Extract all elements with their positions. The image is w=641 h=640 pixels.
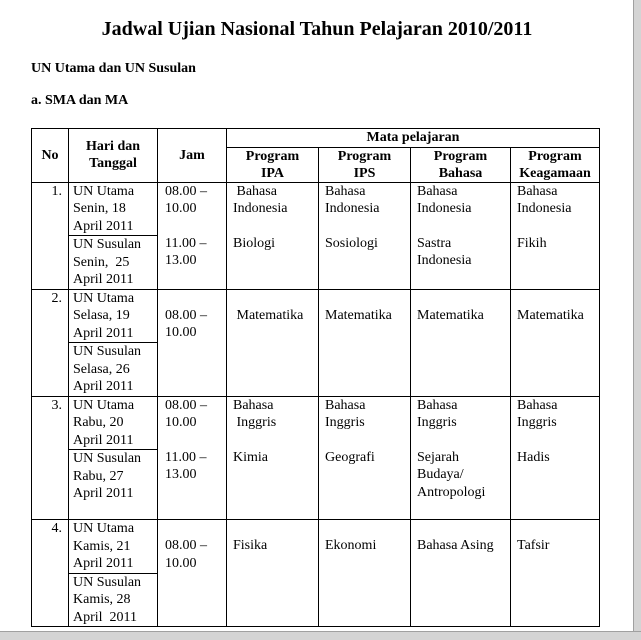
date-line: Rabu, 27 (73, 468, 124, 484)
table-row (32, 396, 600, 450)
date-line: April 2011 (73, 486, 134, 501)
date-line: Senin, 18 (73, 201, 126, 216)
jam-line: 08.00 – (165, 307, 207, 323)
header-hari-line1: Hari dan (85, 139, 141, 155)
jam-line: 10.00 (165, 201, 197, 216)
subject-keagamaan (511, 520, 600, 627)
subject-ipa (227, 182, 319, 289)
date-utama (69, 289, 158, 343)
date-line: Selasa, 19 (73, 308, 130, 323)
subject-ipa (227, 289, 319, 396)
subject-line: Budaya/ (417, 467, 464, 482)
date-utama (69, 182, 158, 236)
date-line: April 2011 (73, 556, 134, 571)
subject-ipa (227, 396, 319, 520)
date-susulan (69, 450, 158, 520)
date-line: April 2011 (73, 218, 134, 234)
subject-line: Bahasa (417, 183, 458, 199)
jam-line: 10.00 (165, 555, 197, 571)
schedule-table (31, 128, 600, 627)
date-line: April 2011 (73, 432, 134, 448)
subject-line: Bahasa (517, 397, 558, 413)
jam-line: 10.00 (165, 325, 197, 340)
subject-ips (319, 289, 411, 396)
subject-bahasa (411, 520, 511, 627)
subject-line: Ekonomi (325, 538, 377, 553)
jam-cell (158, 396, 227, 520)
subject-ipa (227, 520, 319, 627)
subject-ips (319, 182, 411, 289)
jam-cell (158, 520, 227, 627)
subject-line: Indonesia (325, 201, 380, 216)
jam-line: 11.00 – (165, 235, 207, 251)
header-program-bahasa (411, 147, 511, 182)
subject-line: Kimia (233, 449, 268, 465)
subject-line: Matematika (417, 307, 484, 323)
jam-line: 13.00 (165, 467, 197, 482)
jam-line: 11.00 – (165, 449, 207, 465)
section-heading: a. SMA dan MA (31, 93, 129, 108)
date-line: UN Susulan (73, 451, 142, 466)
subject-line: Bahasa (233, 183, 277, 199)
subject-line: Bahasa (325, 397, 366, 413)
date-susulan (69, 573, 158, 627)
subject-line: Inggris (325, 415, 365, 430)
date-utama (69, 396, 158, 450)
header-program-ips (319, 147, 411, 182)
date-line: UN Susulan (73, 237, 142, 252)
subject-line: Inggris (233, 415, 277, 430)
header-bahasa-line2: Bahasa (438, 165, 483, 181)
subject-line: Fikih (517, 235, 547, 251)
row-number: 3. (32, 396, 69, 520)
header-program-keagamaan (511, 147, 600, 182)
viewer-scroll-edge (633, 0, 641, 640)
subject-line: Sosiologi (325, 235, 378, 251)
subject-keagamaan (511, 182, 600, 289)
jam-line: 08.00 – (165, 397, 207, 413)
date-line: UN Utama (73, 521, 135, 536)
subject-line: Indonesia (233, 201, 288, 216)
subject-line: Bahasa (325, 183, 366, 199)
jam-line: 08.00 – (165, 538, 207, 553)
date-line: Selasa, 26 (73, 361, 130, 377)
table-row (32, 182, 600, 236)
header-mata-pelajaran: Mata pelajaran (227, 129, 600, 148)
subject-bahasa (411, 182, 511, 289)
subject-line: Inggris (417, 415, 457, 430)
header-ipa-line2: IPA (260, 165, 285, 181)
subject-ips (319, 520, 411, 627)
date-line: April 2011 (73, 325, 134, 341)
subject-line: Matematika (233, 307, 304, 323)
page-title: Jadwal Ujian Nasional Tahun Pelajaran 2010/2011 (101, 18, 533, 40)
header-program-ipa (227, 147, 319, 182)
jam-line: 10.00 (165, 415, 197, 430)
subject-line: Bahasa Asing (417, 538, 494, 553)
header-bahasa-line1: Program (433, 148, 488, 164)
subject-line: Fisika (233, 538, 268, 553)
subject-line: Tafsir (517, 538, 550, 553)
subject-line: Biologi (233, 235, 276, 251)
header-hari-line2: Tanggal (89, 156, 137, 172)
date-line: Kamis, 21 (73, 538, 131, 554)
subtitle: UN Utama dan UN Susulan (31, 61, 196, 76)
subject-line: Indonesia (517, 201, 572, 216)
header-ipa-line1: Program (245, 148, 300, 164)
header-jam: Jam (158, 129, 227, 183)
table-row (32, 289, 600, 343)
jam-line: 13.00 (165, 253, 197, 268)
header-ips-line2: IPS (353, 165, 376, 181)
date-line: UN Utama (73, 290, 135, 306)
date-line: Senin, 25 (73, 254, 130, 270)
row-number: 2. (32, 289, 69, 396)
subject-line: Matematika (325, 307, 392, 323)
subject-keagamaan (511, 396, 600, 520)
header-hari-tanggal (69, 129, 158, 183)
header-keagamaan-line1: Program (528, 148, 582, 164)
jam-cell (158, 182, 227, 289)
date-line: April 2011 (73, 379, 134, 394)
jam-line: 08.00 – (165, 183, 207, 199)
subject-line: Indonesia (417, 201, 472, 216)
subject-bahasa (411, 396, 511, 520)
subject-line: Bahasa (417, 397, 458, 413)
row-number: 4. (32, 520, 69, 627)
date-line: Rabu, 20 (73, 415, 124, 430)
date-line: UN Susulan (73, 574, 142, 590)
subject-line: Indonesia (417, 253, 472, 268)
subject-line: Hadis (517, 449, 550, 465)
subject-line: Sastra (417, 235, 452, 251)
date-susulan (69, 236, 158, 290)
subject-line: Sejarah (417, 449, 459, 465)
table-row (32, 520, 600, 574)
subject-line: Antropologi (417, 484, 486, 500)
subject-line: Bahasa (233, 397, 274, 413)
row-number: 1. (32, 182, 69, 289)
date-line: April 2011 (73, 609, 138, 625)
subject-line: Inggris (517, 415, 557, 430)
date-susulan (69, 343, 158, 397)
header-keagamaan-line2: Keagamaan (519, 165, 591, 181)
jam-cell (158, 289, 227, 396)
date-line: UN Susulan (73, 344, 142, 359)
subject-ips (319, 396, 411, 520)
viewer-bottom-edge (0, 631, 641, 640)
header-ips-line1: Program (337, 148, 392, 164)
subject-keagamaan (511, 289, 600, 396)
subject-line: Matematika (517, 307, 584, 323)
subject-line: Bahasa (517, 183, 558, 199)
date-line: Kamis, 28 (73, 592, 131, 607)
date-utama (69, 520, 158, 574)
header-no: No (32, 129, 69, 183)
date-line: UN Utama (73, 397, 135, 413)
subject-line: Geografi (325, 449, 375, 465)
date-line: UN Utama (73, 183, 135, 199)
date-line: April 2011 (73, 272, 134, 287)
subject-bahasa (411, 289, 511, 396)
